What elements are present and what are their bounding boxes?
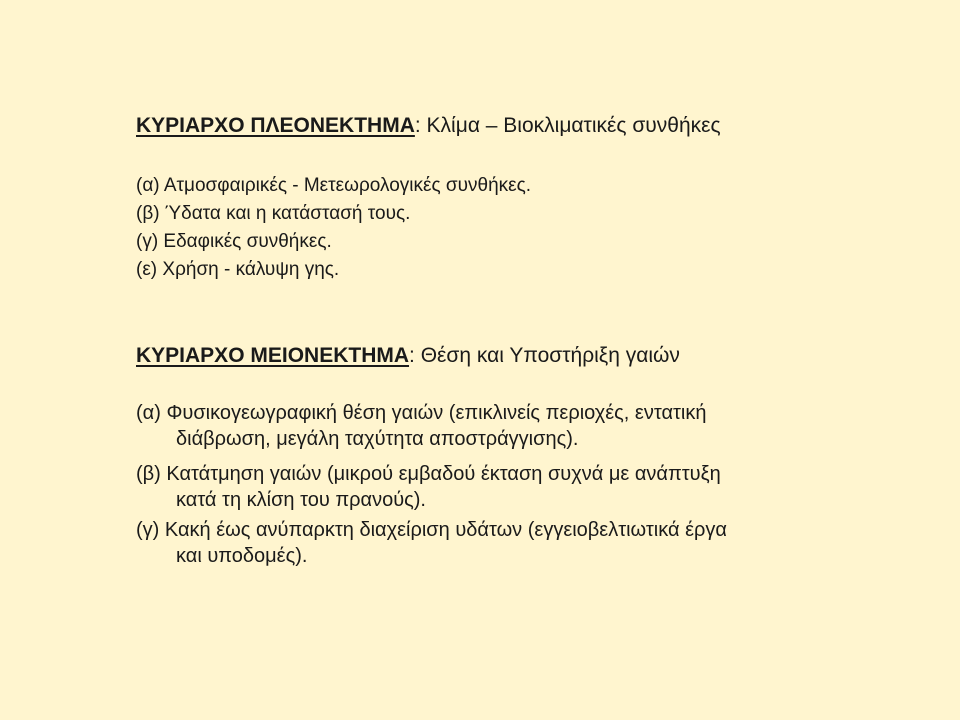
advantage-item-d: (ε) Χρήση - κάλυψη γης. — [136, 259, 340, 280]
disadvantage-item-c-line2: και υποδομές). — [176, 545, 308, 567]
advantage-item-c: (γ) Εδαφικές συνθήκες. — [136, 231, 332, 252]
disadvantage-heading-key: ΚΥΡΙΑΡΧΟ ΜΕΙΟΝΕΚΤΗΜΑ — [136, 344, 410, 367]
disadvantage-item-b-line2: κατά τη κλίση του πρανούς). — [176, 489, 426, 511]
advantage-item-a: (α) Ατμοσφαιρικές - Μετεωρολογικές συνθήκες. — [136, 175, 532, 196]
disadvantage-item-a-line2: διάβρωση, μεγάλη ταχύτητα αποστράγγισης). — [176, 428, 579, 450]
advantage-item-b: (β) Ύδατα και η κατάστασή τους. — [136, 203, 411, 224]
disadvantage-item-c — [136, 517, 727, 569]
advantage-heading-key: ΚΥΡΙΑΡΧΟ ΠΛΕΟΝΕΚΤΗΜΑ — [136, 114, 415, 137]
disadvantage-item-b — [136, 461, 721, 513]
disadvantage-item-b-line1: (β) Κατάτμηση γαιών (μικρού εμβαδού έκταση συχνά με ανάπτυξη — [136, 463, 721, 485]
advantage-heading-rest: : Κλίμα – Βιοκλιματικές συνθήκες — [414, 114, 721, 137]
disadvantage-item-c-line1: (γ) Κακή έως ανύπαρκτη διαχείριση υδάτων (εγγειοβελτιωτικά έργα — [136, 519, 727, 541]
disadvantage-heading — [136, 343, 680, 369]
disadvantage-item-a — [136, 400, 706, 452]
disadvantage-item-a-line1: (α) Φυσικογεωγραφική θέση γαιών (επικλινείς περιοχές, εντατική — [136, 402, 707, 424]
disadvantage-heading-rest: : Θέση και Υποστήριξη γαιών — [409, 344, 680, 367]
advantage-heading — [136, 113, 721, 139]
